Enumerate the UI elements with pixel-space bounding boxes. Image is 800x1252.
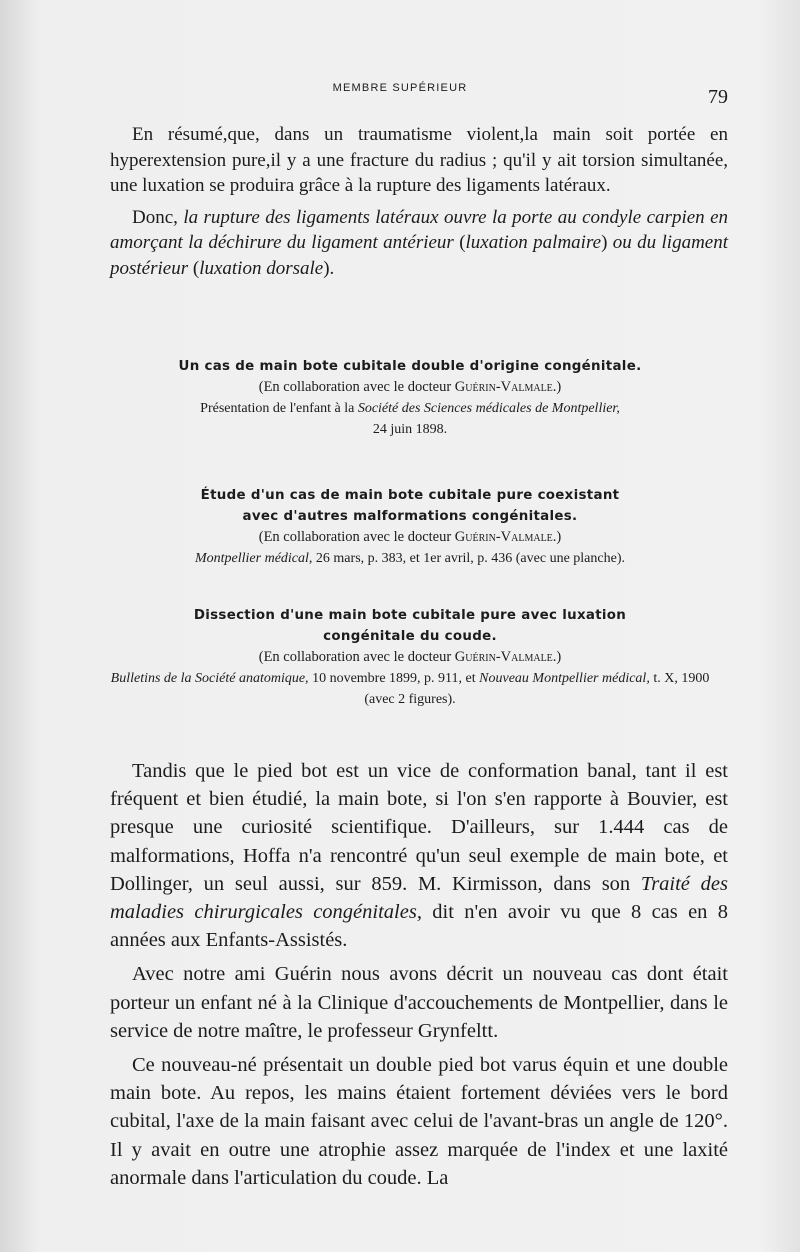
bibliography-entry-2 [100,485,720,569]
main-p1-start: Tandis que le pied bot est un vice de conformation banal, tant il est fréquent et bien étudié, la main bote, si l'on s'en rapporte à Bouvier, est presque une curiosité scientifique. D'ailleurs, sur 1.444 cas de malformations, Hoffa n'a rencontré qu'un seul exemple de main bote, et Dollinger, un seul aussi, sur 859. M. Kirmisson, dans son [110,760,728,895]
entry-collaboration [100,377,720,398]
main-p1-italic: Traité des maladies chirurgicales congénitales, [110,872,728,924]
main-text [110,757,728,1198]
intro-paragraph-1: En résumé,que, dans un traumatisme violent,la main soit portée en hyperextension pure,il y a une fracture du radius ; qu'il y ait torsion simultanée, une luxation se produira grâce à la rupture des ligaments latéraux. [110,124,728,196]
bibliography-entry-3 [100,605,720,710]
main-paragraph-2: Avec notre ami Guérin nous avons décrit un nouveau cas dont était porteur un enfant né à la Clinique d'accouchements de Montpellier, dans le service de notre maître, le professeur Grynfeltt. [110,963,728,1042]
intro-p2-paren2: ( [188,257,200,279]
collab-prefix: (En collaboration avec le docteur [258,379,455,395]
ref-suffix: t. X, 1900 (avec 2 figures). [364,671,710,707]
main-paragraph-3: Ce nouveau-né présentait un double pied bot varus équin et une double main bote. Au repos, les mains étaient fortement déviées vers le bord cubital, l'axe de la main faisant avec celui de l'avant-bras un angle de 120°. Il y avait en outre une atrophie assez marquée de l'index et une laxité anormale dans l'articulation du coude. La [110,1054,728,1189]
ref-suffix: 26 mars, p. 383, et 1er avril, p. 436 (avec une planche). [312,551,625,566]
main-paragraph-1 [110,757,728,954]
intro-p2-start: Donc, [132,206,184,228]
intro-p2-italic3: ou du ligament postérieur [110,232,729,279]
collab-suffix: .) [552,379,562,395]
entry-reference [100,668,720,710]
ref-mid: 10 novembre 1899, p. 911, et [308,671,480,686]
collab-suffix: .) [552,529,562,545]
collab-name: Guérin-Valmale [454,379,553,395]
intro-p2-paren1: ( [453,232,466,253]
entry-title-line-2: congénitale du coude. [323,629,497,644]
entry-title: Un cas de main bote cubitale double d'origine congénitale. [178,359,642,374]
intro-text [110,122,728,287]
entry-reference [100,548,720,569]
collab-prefix: (En collaboration avec le docteur [258,529,455,545]
collab-prefix: (En collaboration avec le docteur [258,649,455,665]
ref-italic-2: Nouveau Montpellier médical, [479,671,650,686]
intro-p2-end: ). [323,257,335,279]
entry-title [100,485,720,527]
running-head: MEMBRE SUPÉRIEUR [332,82,468,94]
main-p1-end: dit n'en avoir vu que 8 cas en 8 années aux Enfants-Assistés. [110,901,728,952]
intro-p2-italic2: luxation palmaire [465,232,602,253]
intro-p2-italic: la rupture des ligaments latéraux ouvre la porte au condyle carpien en amorçant la déchirure du ligament antérieur [110,206,729,253]
intro-paragraph-2 [110,205,728,282]
ref-prefix: Présentation de l'enfant à la [200,401,358,416]
ref-italic: Société des Sciences médicales de Montpellier, [357,401,620,416]
collab-name: Guérin-Valmale [454,529,553,545]
intro-p2-mid: ) [601,232,613,253]
entry-title-line-1: Dissection d'une main bote cubitale pure avec luxation [193,608,627,623]
entry-collaboration [100,527,720,548]
page-number: 79 [708,86,728,108]
collab-name: Guérin-Valmale [454,649,553,665]
entry-collaboration [100,647,720,668]
bibliography-entry-1 [100,356,720,440]
intro-p2-italic4: luxation dorsale [199,257,324,279]
entry-title-line-1: Étude d'un cas de main bote cubitale pure coexistant [200,488,620,503]
entry-title [100,605,720,647]
collab-suffix: .) [552,649,562,665]
ref-suffix: 24 juin 1898. [372,422,448,437]
ref-italic: Bulletins de la Société anatomique, [110,671,309,686]
ref-italic: Montpellier médical, [195,551,313,566]
entry-title-line-2: avec d'autres malformations congénitales. [242,509,578,524]
entry-reference [100,398,720,440]
